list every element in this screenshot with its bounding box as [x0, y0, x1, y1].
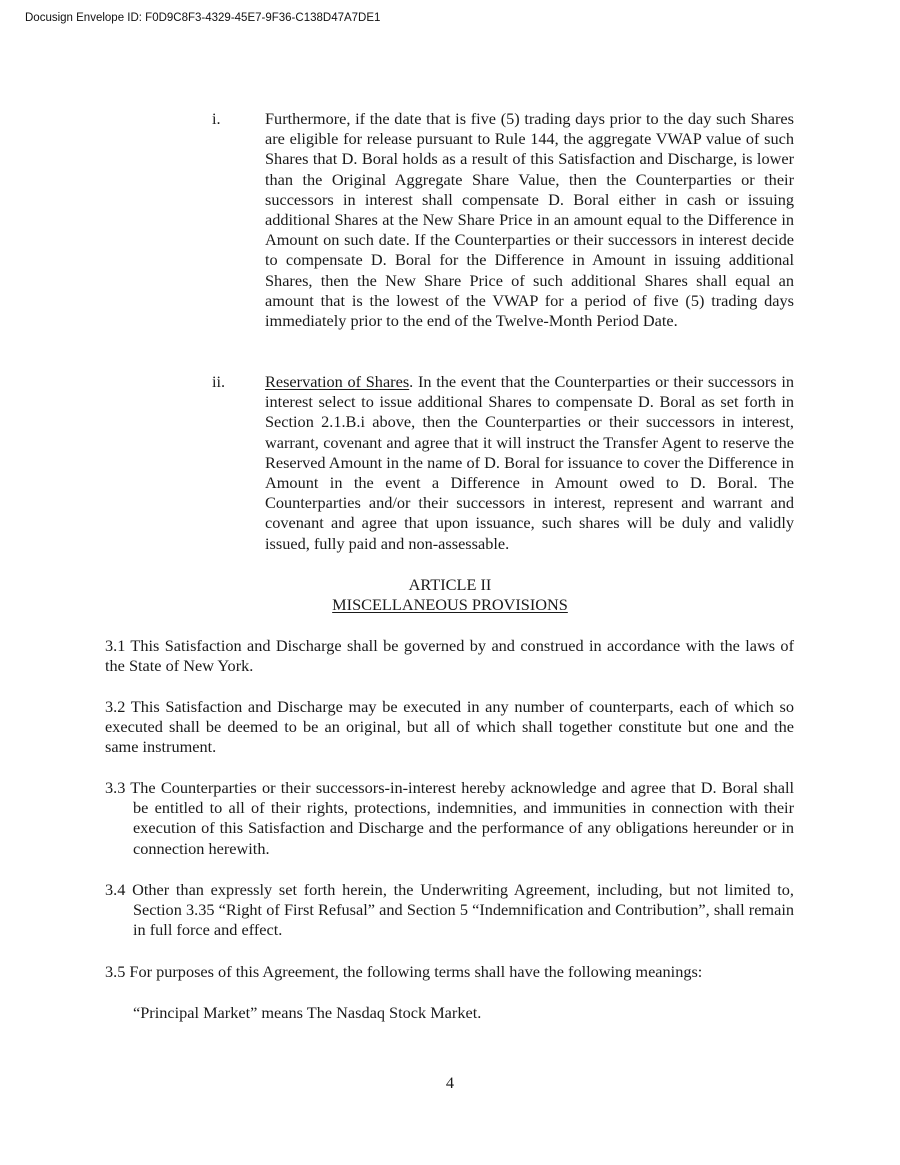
article-heading	[0, 575, 900, 615]
section-3-3: 3.3 The Counterparties or their successors-in-interest hereby acknowledge and agree that D. Boral shall be entitled to all of their rights, protections, indemnities, and immunities in connection with their execution of this Satisfaction and Discharge and the performance of any obligations hereunder or in connection herewith.	[105, 778, 794, 858]
subsection-number: i.	[212, 109, 221, 128]
docusign-envelope-id: Docusign Envelope ID: F0D9C8F3-4329-45E7-9F36-C138D47A7DE1	[25, 12, 381, 24]
article-title: ARTICLE II	[408, 575, 492, 594]
article-subtitle: MISCELLANEOUS PROVISIONS	[332, 595, 568, 615]
subsection-heading: Reservation of Shares	[265, 372, 410, 391]
subsection-body	[265, 372, 794, 554]
page-number: 4	[445, 1073, 455, 1092]
subsection-text: . In the event that the Counterparties or their successors in interest select to issue additional Shares to compensate D. Boral as set forth in Section 2.1.B.i above, then the Counterparties or their successors in interest, warrant, covenant and agree that it will instruct the Transfer Agent to reserve the Reserved Amount in the name of D. Boral for issuance to cover the Difference in Amount in the event a Difference in Amount owed to D. Boral. The Counterparties and/or their successors in interest, represent and warrant and covenant and agree that upon issuance, such shares will be duly and validly issued, fully paid and non-assessable.	[265, 372, 794, 553]
definition-principal-market: “Principal Market” means The Nasdaq Stock Market.	[133, 1003, 482, 1022]
section-3-1: 3.1 This Satisfaction and Discharge shall be governed by and construed in accordance with the laws of the State of New York.	[105, 636, 794, 676]
subsection-number: ii.	[212, 372, 226, 391]
section-3-5: 3.5 For purposes of this Agreement, the following terms shall have the following meanings:	[105, 962, 703, 981]
subsection-text: Furthermore, if the date that is five (5) trading days prior to the day such Shares are eligible for release pursuant to Rule 144, the aggregate VWAP value of such Shares that D. Boral holds as a result of this Satisfaction and Discharge, is lower than the Original Aggregate Share Value, then the Counterparties or their successors in interest shall compensate D. Boral either in cash or issuing additional Shares at the New Share Price in an amount equal to the Difference in Amount on such date. If the Counterparties or their successors in interest decide to compensate D. Boral for the Difference in Amount in issuing additional Shares, then the New Share Price of such additional Shares shall equal an amount that is the lowest of the VWAP for a period of five (5) trading days immediately prior to the end of the Twelve-Month Period Date.	[265, 109, 794, 331]
section-3-2: 3.2 This Satisfaction and Discharge may be executed in any number of counterparts, each of which so executed shall be deemed to be an original, but all of which shall together constitute but one and the same instrument.	[105, 697, 794, 757]
section-3-4: 3.4 Other than expressly set forth herein, the Underwriting Agreement, including, but not limited to, Section 3.35 “Right of First Refusal” and Section 5 “Indemnification and Contribution”, shall remain in full force and effect.	[105, 880, 794, 940]
